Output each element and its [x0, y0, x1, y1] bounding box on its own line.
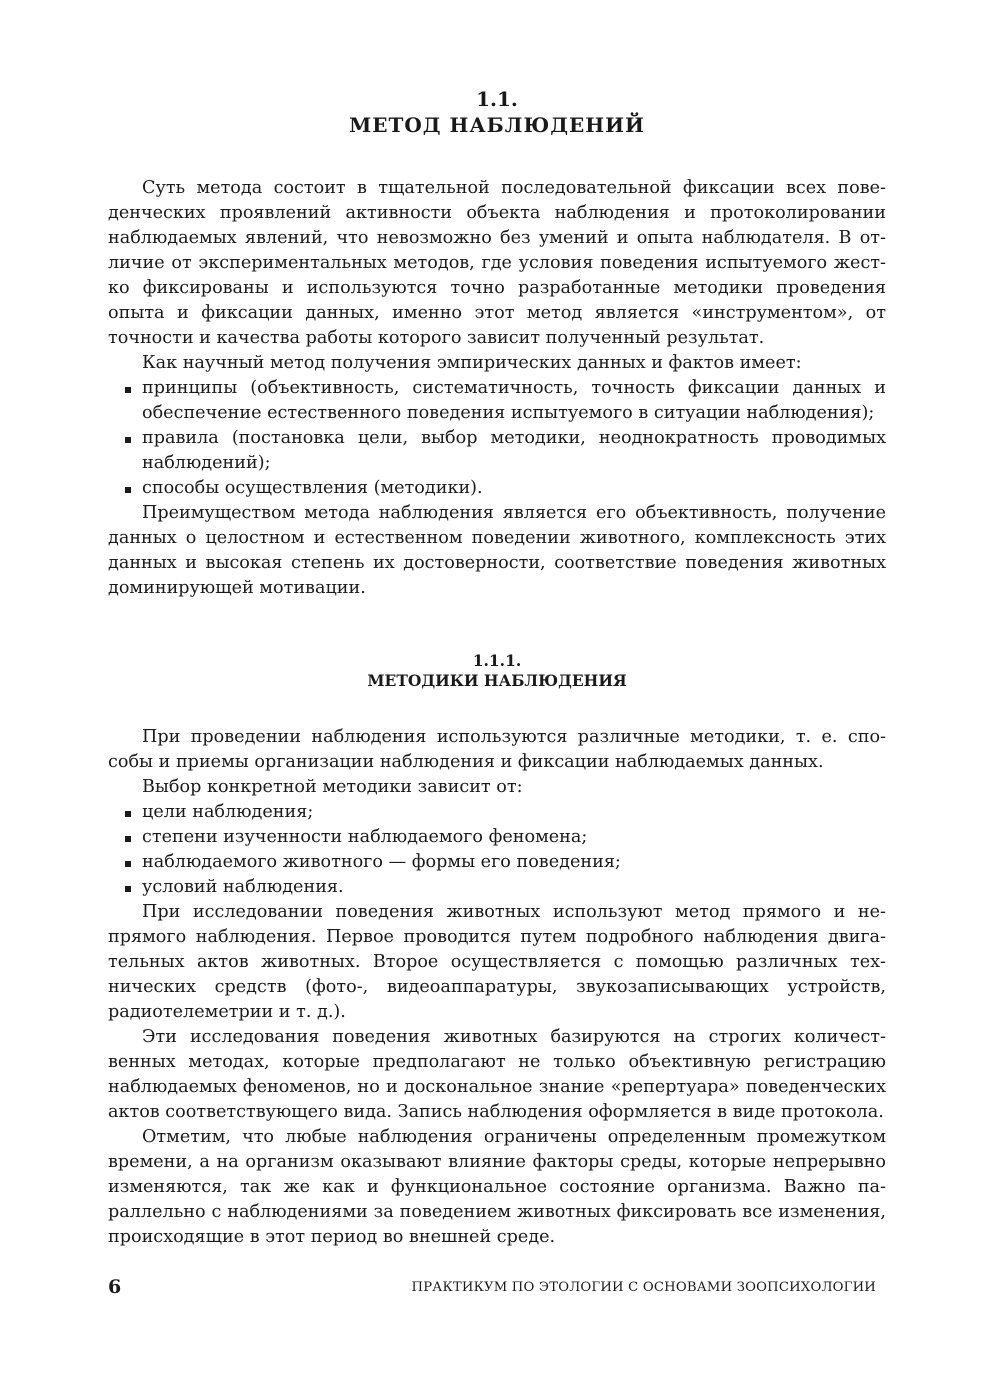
list-item-text: условий наблюдения.: [142, 877, 344, 897]
section-paragraph: Как научный метод получения эмпирических данных и фактов имеет:: [142, 353, 802, 373]
list-item: [108, 800, 886, 825]
list-item: [108, 426, 886, 476]
square-bullet-icon: [125, 437, 131, 443]
list-item-text: степени изученности наблюдаемого феномена;: [142, 827, 588, 847]
list-item-text: наблюдаемого животного — формы его поведения;: [142, 852, 621, 872]
list-item: [108, 850, 886, 875]
section-number: 1.1.: [476, 87, 518, 111]
list-item-text: правила (постановка цели, выбор методики, неоднократность проводимых наблюдений);: [142, 428, 886, 473]
page-footer: [108, 1275, 876, 1299]
page-number: 6: [108, 1276, 122, 1298]
subsection-paragraph: При исследовании поведения животных используют метод прямого и непрямого наблюдения. Первое проводится путем подробного наблюдения двигательных актов животных. Второе осуществляется с помощью различных технических средств (фото-, видеоаппаратуры, звукозаписывающих устройств, радиотелеметрии и т. д.).: [108, 902, 886, 1022]
list-item: [108, 875, 886, 900]
square-bullet-icon: [125, 861, 131, 867]
principles-list: [108, 376, 886, 501]
section-paragraph: Преимуществом метода наблюдения является его объективность, получение данных о целостном и естественном поведении животного, комплексность этих данных и высокая степень их достоверности, соответствие поведения животных доминирующей мотивации.: [108, 503, 886, 598]
page-body: [108, 86, 886, 1250]
square-bullet-icon: [125, 836, 131, 842]
section-title: МЕТОД НАБЛЮДЕНИЙ: [349, 113, 645, 137]
subsection-paragraph: Эти исследования поведения животных базируются на строгих количественных методах, которые предполагают не только объективную регистрацию наблюдаемых феноменов, но и доскональное знание «репертуара» поведенческих актов соответствующего вида. Запись наблюдения оформляется в виде протокола.: [108, 1027, 886, 1122]
subsection-paragraph: Отметим, что любые наблюдения ограничены определенным промежутком времени, а на организм оказывают влияние факторы среды, которые непрерывно изменяются, так же как и функциональное состояние организма. Важно параллельно с наблюдениями за поведением животных фиксировать все изменения, происходящие в этот период во внешней среде.: [108, 1127, 886, 1247]
square-bullet-icon: [125, 387, 131, 393]
square-bullet-icon: [125, 886, 131, 892]
list-item: [108, 376, 886, 426]
subsection-number: 1.1.1.: [472, 651, 522, 670]
factors-list: [108, 800, 886, 900]
list-item-text: принципы (объективность, систематичность, точность фиксации данных и обеспечение естественного поведения испытуемого в ситуации наблюдения);: [142, 378, 886, 423]
subsection-title: МЕТОДИКИ НАБЛЮДЕНИЯ: [367, 671, 627, 690]
square-bullet-icon: [125, 811, 131, 817]
running-title: ПРАКТИКУМ ПО ЭТОЛОГИИ С ОСНОВАМИ ЗООПСИХОЛОГИИ: [411, 1280, 876, 1295]
list-item-text: способы осуществления (методики).: [142, 478, 483, 498]
subsection-paragraph: Выбор конкретной методики зависит от:: [142, 777, 523, 797]
square-bullet-icon: [125, 487, 131, 493]
subsection-paragraph: При проведении наблюдения используются различные методики, т. е. способы и приемы организации наблюдения и фиксации наблюдаемых данных.: [108, 727, 886, 772]
list-item-text: цели наблюдения;: [142, 802, 314, 822]
section-paragraph: Суть метода состоит в тщательной последовательной фиксации всех поведенческих проявлений активности объекта наблюдения и протоколировании наблюдаемых явлений, что невозможно без умений и опыта наблюдателя. В отличие от экспериментальных методов, где условия поведения испытуемого жестко фиксированы и используются точно разработанные методики проведения опыта и фиксации данных, именно этот метод является «инструментом», от точности и качества работы которого зависит полученный результат.: [108, 178, 886, 348]
list-item: [108, 476, 886, 501]
list-item: [108, 825, 886, 850]
